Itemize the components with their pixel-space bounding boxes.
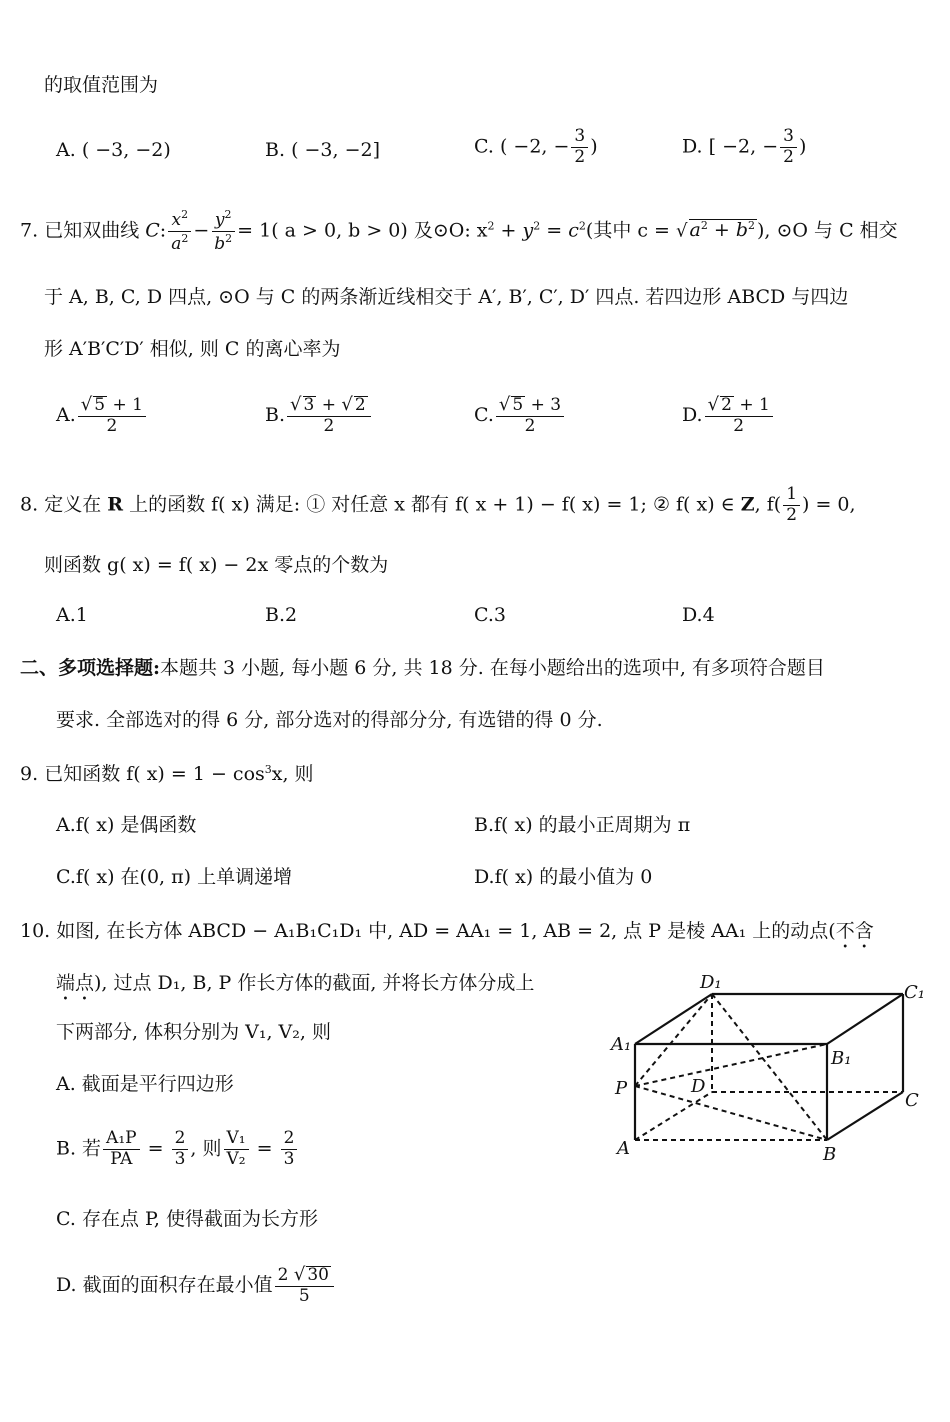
q7-option-d[interactable]: D. $\frac{√ 2 + 1}{2}$ bbox=[682, 396, 775, 436]
q7-stem-line1: 7. 已知双曲线 C: $\frac{x^2}{a^2}$ − $\frac{y^2}{b^2}$ = 1( a > 0, b > 0) 及⊙O: $x^2 + y^2 = c^2$(其中 c = √ $a^2 + b^2$ ), ⊙O 与 C 相交 bbox=[20, 208, 898, 254]
option-content: ( −3, −2) bbox=[81, 139, 171, 161]
q10-stem-line2: 端点), 过点 D₁, B, P 作长方体的截面, 并将长方体分成上 bbox=[56, 972, 535, 994]
q9-stem: 9. 已知函数 f( $x) = 1 - \cos^3x$, 则 bbox=[20, 763, 314, 785]
q6-stem-tail: 的取值范围为 bbox=[44, 74, 159, 96]
q7-stem-line3: 形 A′B′C′D′ 相似, 则 C 的离心率为 bbox=[44, 338, 341, 360]
label-d: D bbox=[691, 1076, 706, 1097]
q10-option-a[interactable]: A. 截面是平行四边形 bbox=[56, 1073, 234, 1095]
q7-stem-line2: 于 A, B, C, D 四点, ⊙O 与 C 的两条渐近线相交于 A′, B′, C′, D′ 四点. 若四边形 ABCD 与四边 bbox=[44, 286, 849, 308]
q9-option-c[interactable]: C.f( x) 在(0, π) 上单调递增 bbox=[56, 866, 293, 888]
cuboid-figure bbox=[605, 968, 935, 1168]
section-p-b bbox=[635, 1086, 827, 1140]
option-prefix: ( −2, − bbox=[499, 135, 570, 158]
label-a: A bbox=[617, 1138, 630, 1159]
option-label: D. bbox=[682, 135, 703, 158]
q7-option-c[interactable]: C. $\frac{√ 5 + 3}{2}$ bbox=[474, 396, 566, 436]
option-label: A. bbox=[56, 139, 76, 161]
q10-stem-line3: 下两部分, 体积分别为 V₁, V₂, 则 bbox=[56, 1021, 331, 1043]
question-number: 8. bbox=[20, 493, 39, 516]
q9-option-a[interactable]: A.f( x) 是偶函数 bbox=[56, 814, 197, 836]
label-c1: C₁ bbox=[904, 982, 925, 1003]
label-p: P bbox=[615, 1078, 628, 1099]
q6-option-d[interactable]: D. [ −2, − $\frac{3}{2}$ ) bbox=[682, 126, 807, 167]
q10-option-b[interactable]: B. 若 $\frac{\text{A₁P}}{PA}$ = $\frac{2}{3}$ , 则 $\frac{\text{V₁}}{\text{V₂}}$ = $\frac{2}{3}$ bbox=[56, 1130, 299, 1169]
q7-option-b[interactable]: B. $\frac{√ 3 + √ 2}{2}$ bbox=[265, 396, 373, 436]
q9-option-b[interactable]: B.f( x) 的最小正周期为 π bbox=[474, 814, 691, 836]
q6-option-c[interactable]: C. ( −2, − $\frac{3}{2}$ ) bbox=[474, 126, 598, 167]
label-d1: D₁ bbox=[700, 972, 722, 993]
q8-option-b[interactable]: B.2 bbox=[265, 604, 298, 626]
edge-b-c bbox=[827, 1092, 903, 1140]
q8-option-c[interactable]: C.3 bbox=[474, 604, 506, 626]
option-label: B. bbox=[265, 139, 286, 161]
q7-option-a[interactable]: A. $\frac{√ 5 + 1}{2}$ bbox=[56, 396, 148, 436]
q9-option-d[interactable]: D.f( x) 的最小值为 0 bbox=[474, 866, 653, 888]
q10-option-d[interactable]: D. 截面的面积存在最小值 $\frac{2 √ 30}{5}$ bbox=[56, 1266, 336, 1306]
fraction: $\frac{3}{2}$ bbox=[571, 128, 588, 167]
section-instructions: 要求. 全部选对的得 6 分, 部分选对的得部分分, 有选错的得 0 分. bbox=[56, 709, 603, 731]
q8-option-d[interactable]: D.4 bbox=[682, 604, 715, 626]
label-a1: A₁ bbox=[611, 1034, 632, 1055]
q10-option-c[interactable]: C. 存在点 P, 使得截面为长方形 bbox=[56, 1208, 318, 1230]
question-number: 7. bbox=[20, 219, 39, 242]
q10-stem-line1: 10. 如图, 在长方体 ABCD − A₁B₁C₁D₁ 中, AD = AA₁ = 1, AB = 2, 点 P 是棱 AA₁ 上的动点(不含 bbox=[20, 920, 874, 942]
q8-option-a[interactable]: A.1 bbox=[56, 604, 88, 626]
edge-a1-d1 bbox=[635, 994, 712, 1044]
q6-option-a[interactable] bbox=[56, 141, 171, 160]
q8-stem-line2: 则函数 g( x) = f( x) − 2x 零点的个数为 bbox=[44, 554, 389, 576]
label-b: B bbox=[823, 1144, 837, 1165]
option-label: C. bbox=[474, 135, 494, 158]
edge-b1-c1 bbox=[827, 994, 903, 1044]
edge-a-d bbox=[635, 1092, 712, 1140]
option-prefix: [ −2, − bbox=[708, 135, 779, 158]
q8-stem-line1: 8. 定义在 R 上的函数 f( x) 满足: ① 对任意 x 都有 f( x + 1) − f( x) = 1; ② f( x) ∈ Z, f( $\frac{1}{2}$ ) = 0, bbox=[20, 484, 856, 525]
label-c: C bbox=[905, 1090, 919, 1111]
fraction: $\frac{3}{2}$ bbox=[780, 128, 797, 167]
section-heading: 二、多项选择题:本题共 3 小题, 每小题 6 分, 共 18 分. 在每小题给出的选项中, 有多项符合题目 bbox=[20, 657, 825, 679]
q6-option-b[interactable] bbox=[265, 141, 380, 160]
section-d1-b bbox=[712, 994, 827, 1140]
option-content: ( −3, −2] bbox=[291, 139, 381, 161]
label-b1: B₁ bbox=[831, 1048, 852, 1069]
